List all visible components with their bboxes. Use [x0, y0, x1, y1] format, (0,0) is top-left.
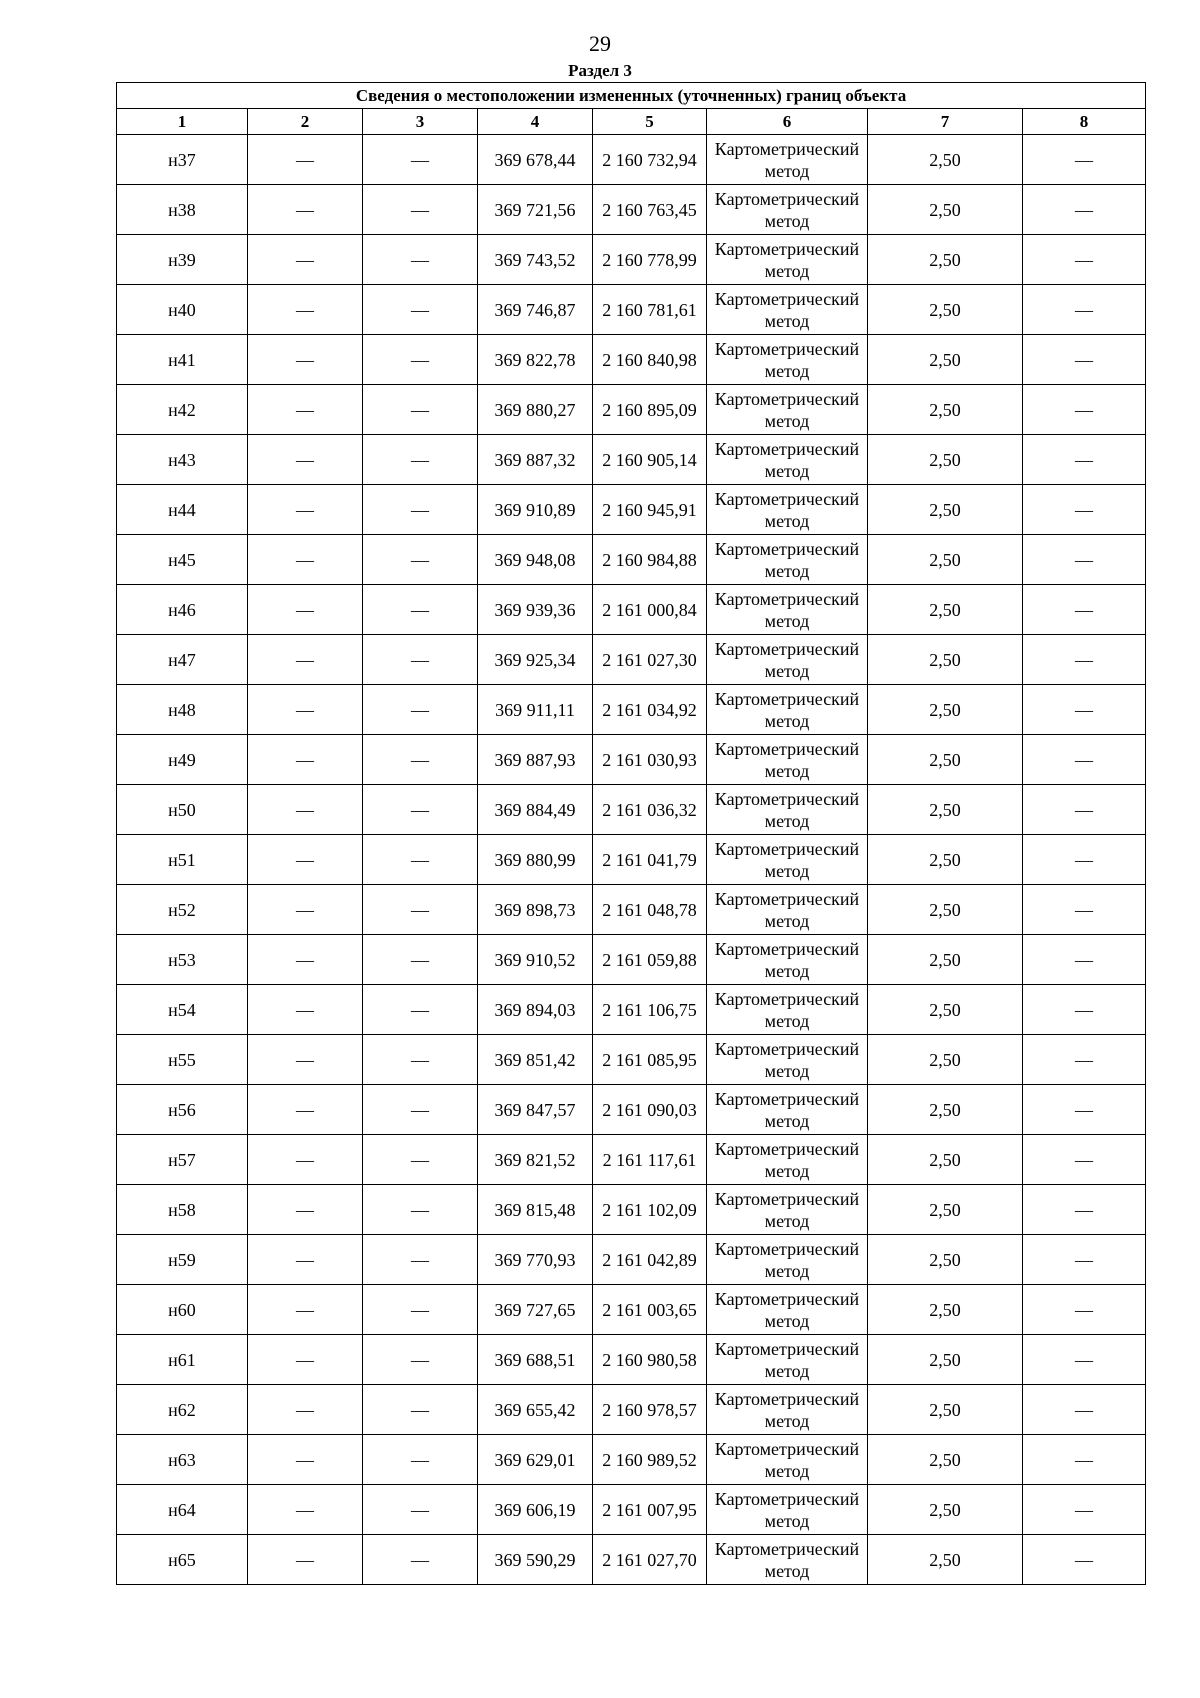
point-id-cell: н49 [117, 735, 248, 785]
col2-cell: — [248, 535, 363, 585]
col2-cell: — [248, 735, 363, 785]
col8-cell: — [1023, 435, 1146, 485]
col2-cell: — [248, 1185, 363, 1235]
point-id-cell: н46 [117, 585, 248, 635]
col3-cell: — [363, 585, 478, 635]
point-id-cell: н64 [117, 1485, 248, 1535]
col8-cell: — [1023, 485, 1146, 535]
col3-cell: — [363, 685, 478, 735]
col3-cell: — [363, 935, 478, 985]
col3-cell: — [363, 235, 478, 285]
point-id-cell: н60 [117, 1285, 248, 1335]
accuracy-cell: 2,50 [868, 1485, 1023, 1535]
method-cell: Картометрический метод [707, 1435, 868, 1485]
accuracy-cell: 2,50 [868, 985, 1023, 1035]
table-row [117, 485, 1146, 535]
col3-cell: — [363, 1185, 478, 1235]
col8-cell: — [1023, 785, 1146, 835]
col3-cell: — [363, 1485, 478, 1535]
accuracy-cell: 2,50 [868, 1385, 1023, 1435]
method-cell: Картометрический метод [707, 1385, 868, 1435]
point-id-cell: н63 [117, 1435, 248, 1485]
point-id-cell: н52 [117, 885, 248, 935]
table-row [117, 1485, 1146, 1535]
table-row [117, 1035, 1146, 1085]
boundary-coordinates-table [116, 82, 1146, 1585]
method-cell: Картометрический метод [707, 1285, 868, 1335]
y-coordinate-cell: 2 160 895,09 [593, 385, 707, 435]
y-coordinate-cell: 2 161 085,95 [593, 1035, 707, 1085]
column-header: 2 [248, 109, 363, 135]
table-row [117, 1135, 1146, 1185]
col2-cell: — [248, 1335, 363, 1385]
table-row [117, 685, 1146, 735]
table-row [117, 235, 1146, 285]
y-coordinate-cell: 2 161 027,70 [593, 1535, 707, 1585]
method-cell: Картометрический метод [707, 1085, 868, 1135]
col2-cell: — [248, 285, 363, 335]
point-id-cell: н44 [117, 485, 248, 535]
col8-cell: — [1023, 385, 1146, 435]
accuracy-cell: 2,50 [868, 1235, 1023, 1285]
column-header: 8 [1023, 109, 1146, 135]
col3-cell: — [363, 1385, 478, 1435]
col8-cell: — [1023, 285, 1146, 335]
accuracy-cell: 2,50 [868, 1535, 1023, 1585]
table-caption-row [117, 83, 1146, 109]
x-coordinate-cell: 369 851,42 [478, 1035, 593, 1085]
accuracy-cell: 2,50 [868, 685, 1023, 735]
x-coordinate-cell: 369 821,52 [478, 1135, 593, 1185]
col8-cell: — [1023, 235, 1146, 285]
table-row [117, 285, 1146, 335]
method-cell: Картометрический метод [707, 1485, 868, 1535]
x-coordinate-cell: 369 880,99 [478, 835, 593, 885]
method-cell: Картометрический метод [707, 835, 868, 885]
table-row [117, 135, 1146, 185]
point-id-cell: н51 [117, 835, 248, 885]
x-coordinate-cell: 369 822,78 [478, 335, 593, 385]
accuracy-cell: 2,50 [868, 1285, 1023, 1335]
method-cell: Картометрический метод [707, 335, 868, 385]
point-id-cell: н53 [117, 935, 248, 985]
method-cell: Картометрический метод [707, 785, 868, 835]
accuracy-cell: 2,50 [868, 1185, 1023, 1235]
col3-cell: — [363, 1035, 478, 1085]
accuracy-cell: 2,50 [868, 885, 1023, 935]
y-coordinate-cell: 2 160 978,57 [593, 1385, 707, 1435]
col2-cell: — [248, 1485, 363, 1535]
col2-cell: — [248, 135, 363, 185]
table-row [117, 535, 1146, 585]
x-coordinate-cell: 369 910,89 [478, 485, 593, 535]
method-cell: Картометрический метод [707, 585, 868, 635]
column-header: 3 [363, 109, 478, 135]
table-row [117, 1185, 1146, 1235]
col8-cell: — [1023, 1285, 1146, 1335]
col2-cell: — [248, 1285, 363, 1335]
col2-cell: — [248, 1535, 363, 1585]
point-id-cell: н37 [117, 135, 248, 185]
table-row [117, 885, 1146, 935]
x-coordinate-cell: 369 743,52 [478, 235, 593, 285]
accuracy-cell: 2,50 [868, 1085, 1023, 1135]
point-id-cell: н50 [117, 785, 248, 835]
x-coordinate-cell: 369 887,93 [478, 735, 593, 785]
y-coordinate-cell: 2 161 102,09 [593, 1185, 707, 1235]
col8-cell: — [1023, 935, 1146, 985]
col8-cell: — [1023, 985, 1146, 1035]
method-cell: Картометрический метод [707, 1035, 868, 1085]
column-header: 1 [117, 109, 248, 135]
col2-cell: — [248, 635, 363, 685]
x-coordinate-cell: 369 655,42 [478, 1385, 593, 1435]
y-coordinate-cell: 2 161 090,03 [593, 1085, 707, 1135]
accuracy-cell: 2,50 [868, 1435, 1023, 1485]
method-cell: Картометрический метод [707, 1135, 868, 1185]
accuracy-cell: 2,50 [868, 435, 1023, 485]
x-coordinate-cell: 369 925,34 [478, 635, 593, 685]
y-coordinate-cell: 2 161 042,89 [593, 1235, 707, 1285]
method-cell: Картометрический метод [707, 1185, 868, 1235]
x-coordinate-cell: 369 746,87 [478, 285, 593, 335]
x-coordinate-cell: 369 815,48 [478, 1185, 593, 1235]
col2-cell: — [248, 1035, 363, 1085]
col8-cell: — [1023, 1185, 1146, 1235]
col8-cell: — [1023, 885, 1146, 935]
col3-cell: — [363, 335, 478, 385]
col8-cell: — [1023, 1535, 1146, 1585]
accuracy-cell: 2,50 [868, 135, 1023, 185]
point-id-cell: н57 [117, 1135, 248, 1185]
y-coordinate-cell: 2 161 041,79 [593, 835, 707, 885]
accuracy-cell: 2,50 [868, 1135, 1023, 1185]
y-coordinate-cell: 2 161 117,61 [593, 1135, 707, 1185]
col3-cell: — [363, 785, 478, 835]
accuracy-cell: 2,50 [868, 335, 1023, 385]
y-coordinate-cell: 2 161 048,78 [593, 885, 707, 935]
table-header-row [117, 109, 1146, 135]
point-id-cell: н38 [117, 185, 248, 235]
col3-cell: — [363, 1335, 478, 1385]
method-cell: Картометрический метод [707, 735, 868, 785]
y-coordinate-cell: 2 160 945,91 [593, 485, 707, 535]
col8-cell: — [1023, 635, 1146, 685]
col2-cell: — [248, 985, 363, 1035]
table-row [117, 1385, 1146, 1435]
col2-cell: — [248, 935, 363, 985]
accuracy-cell: 2,50 [868, 735, 1023, 785]
col3-cell: — [363, 835, 478, 885]
table-row [117, 185, 1146, 235]
col3-cell: — [363, 1085, 478, 1135]
y-coordinate-cell: 2 161 059,88 [593, 935, 707, 985]
point-id-cell: н48 [117, 685, 248, 735]
col2-cell: — [248, 435, 363, 485]
accuracy-cell: 2,50 [868, 1335, 1023, 1385]
col3-cell: — [363, 185, 478, 235]
col8-cell: — [1023, 335, 1146, 385]
table-body [117, 135, 1146, 1585]
accuracy-cell: 2,50 [868, 785, 1023, 835]
column-header: 7 [868, 109, 1023, 135]
point-id-cell: н54 [117, 985, 248, 1035]
table-row [117, 585, 1146, 635]
point-id-cell: н59 [117, 1235, 248, 1285]
method-cell: Картометрический метод [707, 885, 868, 935]
point-id-cell: н56 [117, 1085, 248, 1135]
col3-cell: — [363, 1235, 478, 1285]
col2-cell: — [248, 785, 363, 835]
accuracy-cell: 2,50 [868, 285, 1023, 335]
method-cell: Картометрический метод [707, 235, 868, 285]
col8-cell: — [1023, 1385, 1146, 1435]
table-row [117, 785, 1146, 835]
x-coordinate-cell: 369 898,73 [478, 885, 593, 935]
table-row [117, 335, 1146, 385]
col8-cell: — [1023, 1235, 1146, 1285]
table-row [117, 1335, 1146, 1385]
y-coordinate-cell: 2 161 036,32 [593, 785, 707, 835]
accuracy-cell: 2,50 [868, 635, 1023, 685]
col3-cell: — [363, 1135, 478, 1185]
col3-cell: — [363, 435, 478, 485]
method-cell: Картометрический метод [707, 1335, 868, 1385]
y-coordinate-cell: 2 160 840,98 [593, 335, 707, 385]
accuracy-cell: 2,50 [868, 185, 1023, 235]
table-row [117, 1435, 1146, 1485]
col8-cell: — [1023, 535, 1146, 585]
accuracy-cell: 2,50 [868, 585, 1023, 635]
accuracy-cell: 2,50 [868, 835, 1023, 885]
x-coordinate-cell: 369 721,56 [478, 185, 593, 235]
point-id-cell: н45 [117, 535, 248, 585]
x-coordinate-cell: 369 911,11 [478, 685, 593, 735]
col2-cell: — [248, 1085, 363, 1135]
table-row [117, 635, 1146, 685]
col2-cell: — [248, 235, 363, 285]
table-row [117, 1235, 1146, 1285]
table-row [117, 735, 1146, 785]
col3-cell: — [363, 1435, 478, 1485]
col2-cell: — [248, 185, 363, 235]
y-coordinate-cell: 2 161 000,84 [593, 585, 707, 635]
point-id-cell: н47 [117, 635, 248, 685]
col3-cell: — [363, 385, 478, 435]
table-row [117, 985, 1146, 1035]
table-row [117, 385, 1146, 435]
col8-cell: — [1023, 1035, 1146, 1085]
table-caption: Сведения о местоположении измененных (уточненных) границ объекта [117, 83, 1146, 109]
y-coordinate-cell: 2 161 003,65 [593, 1285, 707, 1335]
x-coordinate-cell: 369 629,01 [478, 1435, 593, 1485]
column-header: 6 [707, 109, 868, 135]
col2-cell: — [248, 585, 363, 635]
table-row [117, 1285, 1146, 1335]
col8-cell: — [1023, 585, 1146, 635]
col3-cell: — [363, 985, 478, 1035]
table-row [117, 835, 1146, 885]
col2-cell: — [248, 685, 363, 735]
col3-cell: — [363, 885, 478, 935]
x-coordinate-cell: 369 887,32 [478, 435, 593, 485]
page-number: 29 [589, 31, 611, 56]
y-coordinate-cell: 2 161 027,30 [593, 635, 707, 685]
col2-cell: — [248, 885, 363, 935]
method-cell: Картометрический метод [707, 935, 868, 985]
method-cell: Картометрический метод [707, 185, 868, 235]
method-cell: Картометрический метод [707, 485, 868, 535]
method-cell: Картометрический метод [707, 635, 868, 685]
point-id-cell: н39 [117, 235, 248, 285]
col2-cell: — [248, 385, 363, 435]
y-coordinate-cell: 2 161 030,93 [593, 735, 707, 785]
col2-cell: — [248, 835, 363, 885]
y-coordinate-cell: 2 160 989,52 [593, 1435, 707, 1485]
col2-cell: — [248, 1235, 363, 1285]
table-row [117, 935, 1146, 985]
column-header: 5 [593, 109, 707, 135]
y-coordinate-cell: 2 161 007,95 [593, 1485, 707, 1535]
point-id-cell: н43 [117, 435, 248, 485]
y-coordinate-cell: 2 160 984,88 [593, 535, 707, 585]
col2-cell: — [248, 1135, 363, 1185]
method-cell: Картометрический метод [707, 1235, 868, 1285]
accuracy-cell: 2,50 [868, 535, 1023, 585]
x-coordinate-cell: 369 727,65 [478, 1285, 593, 1335]
x-coordinate-cell: 369 939,36 [478, 585, 593, 635]
point-id-cell: н55 [117, 1035, 248, 1085]
point-id-cell: н42 [117, 385, 248, 435]
col8-cell: — [1023, 1435, 1146, 1485]
col2-cell: — [248, 1385, 363, 1435]
x-coordinate-cell: 369 847,57 [478, 1085, 593, 1135]
point-id-cell: н61 [117, 1335, 248, 1385]
table-row [117, 1535, 1146, 1585]
col2-cell: — [248, 1435, 363, 1485]
col2-cell: — [248, 485, 363, 535]
col3-cell: — [363, 485, 478, 535]
x-coordinate-cell: 369 894,03 [478, 985, 593, 1035]
accuracy-cell: 2,50 [868, 235, 1023, 285]
y-coordinate-cell: 2 160 781,61 [593, 285, 707, 335]
accuracy-cell: 2,50 [868, 385, 1023, 435]
x-coordinate-cell: 369 880,27 [478, 385, 593, 435]
point-id-cell: н41 [117, 335, 248, 385]
x-coordinate-cell: 369 910,52 [478, 935, 593, 985]
method-cell: Картометрический метод [707, 135, 868, 185]
x-coordinate-cell: 369 688,51 [478, 1335, 593, 1385]
x-coordinate-cell: 369 884,49 [478, 785, 593, 835]
col8-cell: — [1023, 1485, 1146, 1535]
column-header: 4 [478, 109, 593, 135]
col8-cell: — [1023, 835, 1146, 885]
method-cell: Картометрический метод [707, 985, 868, 1035]
x-coordinate-cell: 369 678,44 [478, 135, 593, 185]
y-coordinate-cell: 2 161 034,92 [593, 685, 707, 735]
method-cell: Картометрический метод [707, 1535, 868, 1585]
col8-cell: — [1023, 185, 1146, 235]
y-coordinate-cell: 2 160 778,99 [593, 235, 707, 285]
col8-cell: — [1023, 685, 1146, 735]
x-coordinate-cell: 369 606,19 [478, 1485, 593, 1535]
point-id-cell: н62 [117, 1385, 248, 1435]
col3-cell: — [363, 535, 478, 585]
y-coordinate-cell: 2 160 732,94 [593, 135, 707, 185]
x-coordinate-cell: 369 948,08 [478, 535, 593, 585]
col8-cell: — [1023, 135, 1146, 185]
y-coordinate-cell: 2 161 106,75 [593, 985, 707, 1035]
method-cell: Картометрический метод [707, 685, 868, 735]
accuracy-cell: 2,50 [868, 1035, 1023, 1085]
accuracy-cell: 2,50 [868, 935, 1023, 985]
col8-cell: — [1023, 735, 1146, 785]
col3-cell: — [363, 735, 478, 785]
method-cell: Картометрический метод [707, 535, 868, 585]
method-cell: Картометрический метод [707, 285, 868, 335]
col8-cell: — [1023, 1085, 1146, 1135]
y-coordinate-cell: 2 160 905,14 [593, 435, 707, 485]
method-cell: Картометрический метод [707, 435, 868, 485]
accuracy-cell: 2,50 [868, 485, 1023, 535]
x-coordinate-cell: 369 770,93 [478, 1235, 593, 1285]
col3-cell: — [363, 135, 478, 185]
point-id-cell: н65 [117, 1535, 248, 1585]
x-coordinate-cell: 369 590,29 [478, 1535, 593, 1585]
point-id-cell: н40 [117, 285, 248, 335]
table-row [117, 435, 1146, 485]
col3-cell: — [363, 285, 478, 335]
col2-cell: — [248, 335, 363, 385]
point-id-cell: н58 [117, 1185, 248, 1235]
table-row [117, 1085, 1146, 1135]
method-cell: Картометрический метод [707, 385, 868, 435]
col3-cell: — [363, 635, 478, 685]
col8-cell: — [1023, 1135, 1146, 1185]
col8-cell: — [1023, 1335, 1146, 1385]
col3-cell: — [363, 1285, 478, 1335]
y-coordinate-cell: 2 160 763,45 [593, 185, 707, 235]
y-coordinate-cell: 2 160 980,58 [593, 1335, 707, 1385]
col3-cell: — [363, 1535, 478, 1585]
section-title: Раздел 3 [568, 61, 632, 80]
